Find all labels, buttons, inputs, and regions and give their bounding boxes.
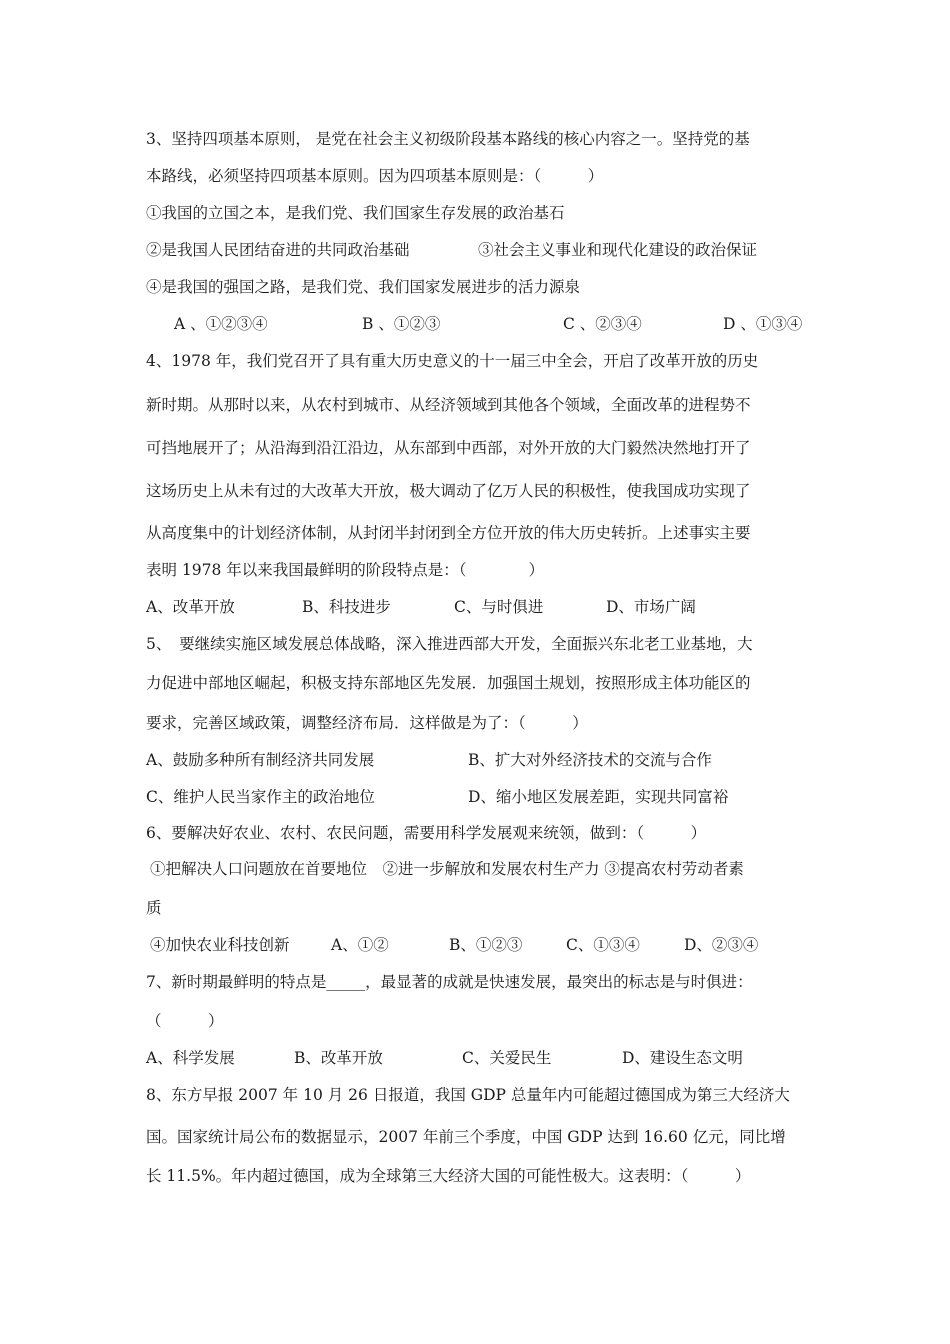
q4-line-6: 表明 1978 年以来我国最鲜明的阶段特点是：（ ） [146,561,545,579]
q5-option-a: A、鼓励多种所有制经济共同发展 [146,751,375,769]
q5-line-3: 要求，完善区域政策，调整经济布局．这样做是为了：（ ） [146,714,588,732]
q4-option-b: B、科技进步 [302,598,391,616]
q6-line-1: 6、要解决好农业、农村、农民问题，需要用科学发展观来统领，做到：（ ） [146,824,707,842]
q7-line-2: （ ） [146,1012,224,1030]
q5-option-b: B、扩大对外经济技术的交流与合作 [468,751,712,769]
q5-option-c: C、维护人民当家作主的政治地位 [146,788,375,806]
q4-line-5: 从高度集中的计划经济体制，从封闭半封闭到全方位开放的伟大历史转折。上述事实主要 [146,524,751,542]
q3-statement-2: ②是我国人民团结奋进的共同政治基础 [146,241,410,259]
q6-option-b: B、①②③ [449,936,523,954]
q6-option-c: C、①③④ [566,936,640,954]
q7-option-d: D、建设生态文明 [622,1049,743,1067]
q5-option-d: D、缩小地区发展差距，实现共同富裕 [468,788,729,806]
q4-line-1: 4、1978 年，我们党召开了具有重大历史意义的十一届三中全会，开启了改革开放的历史 [146,352,759,370]
q8-line-2: 国。国家统计局公布的数据显示，2007 年前三个季度，中国 GDP 达到 16.60 亿元，同比增 [146,1128,786,1146]
q5-line-1: 5、 要继续实施区域发展总体战略，深入推进西部大开发，全面振兴东北老工业基地，大 [146,635,753,653]
q3-option-c: C 、②③④ [563,315,642,333]
q3-option-b: B 、①②③ [362,315,441,333]
q7-option-c: C、关爱民生 [462,1049,552,1067]
q4-option-a: A、改革开放 [146,598,235,616]
q8-line-1: 8、东方早报 2007 年 10 月 26 日报道，我国 GDP 总量年内可能超过德国成为第三大经济大 [146,1086,790,1104]
q3-line-1: 3、坚持四项基本原则， 是党在社会主义初级阶段基本路线的核心内容之一。坚持党的基 [146,130,750,148]
q8-line-3: 长 11.5%。年内超过德国，成为全球第三大经济大国的可能性极大。这表明：（ ） [146,1167,751,1185]
q6-statement-4: ④加快农业科技创新 [150,936,290,954]
q6-line-3: 质 [146,899,162,917]
q5-line-2: 力促进中部地区崛起，积极支持东部地区先发展．加强国土规划，按照形成主体功能区的 [146,674,751,692]
q3-option-a: A 、①②③④ [174,315,268,333]
q6-option-a: A、①② [331,936,389,954]
q4-line-2: 新时期。从那时以来，从农村到城市、从经济领域到其他各个领域，全面改革的进程势不 [146,396,751,414]
q3-statement-4: ④是我国的强国之路，是我们党、我们国家发展进步的活力源泉 [146,278,581,296]
q6-option-d: D、②③④ [684,936,759,954]
q3-statement-1: ①我国的立国之本，是我们党、我们国家生存发展的政治基石 [146,204,565,222]
q3-statement-3: ③社会主义事业和现代化建设的政治保证 [478,241,758,259]
q3-line-2: 本路线，必须坚持四项基本原则。因为四项基本原则是：（ ） [146,167,604,185]
q7-option-b: B、改革开放 [294,1049,383,1067]
q4-option-c: C、与时俱进 [454,598,544,616]
q3-option-d: D 、①③④ [723,315,803,333]
q4-option-d: D、市场广阔 [606,598,696,616]
q7-option-a: A、科学发展 [146,1049,235,1067]
q7-line-1: 7、新时期最鲜明的特点是_____，最显著的成就是快速发展，最突出的标志是与时俱进： [146,973,753,991]
q4-line-4: 这场历史上从未有过的大改革大开放，极大调动了亿万人民的积极性，使我国成功实现了 [146,482,751,500]
q6-line-2: ①把解决人口问题放在首要地位 ②进一步解放和发展农村生产力 ③提高农村劳动者素 [150,860,744,878]
q3-statement-2-row [146,240,758,260]
q4-line-3: 可挡地展开了；从沿海到沿江沿边，从东部到中西部，对外开放的大门毅然决然地打开了 [146,439,751,457]
